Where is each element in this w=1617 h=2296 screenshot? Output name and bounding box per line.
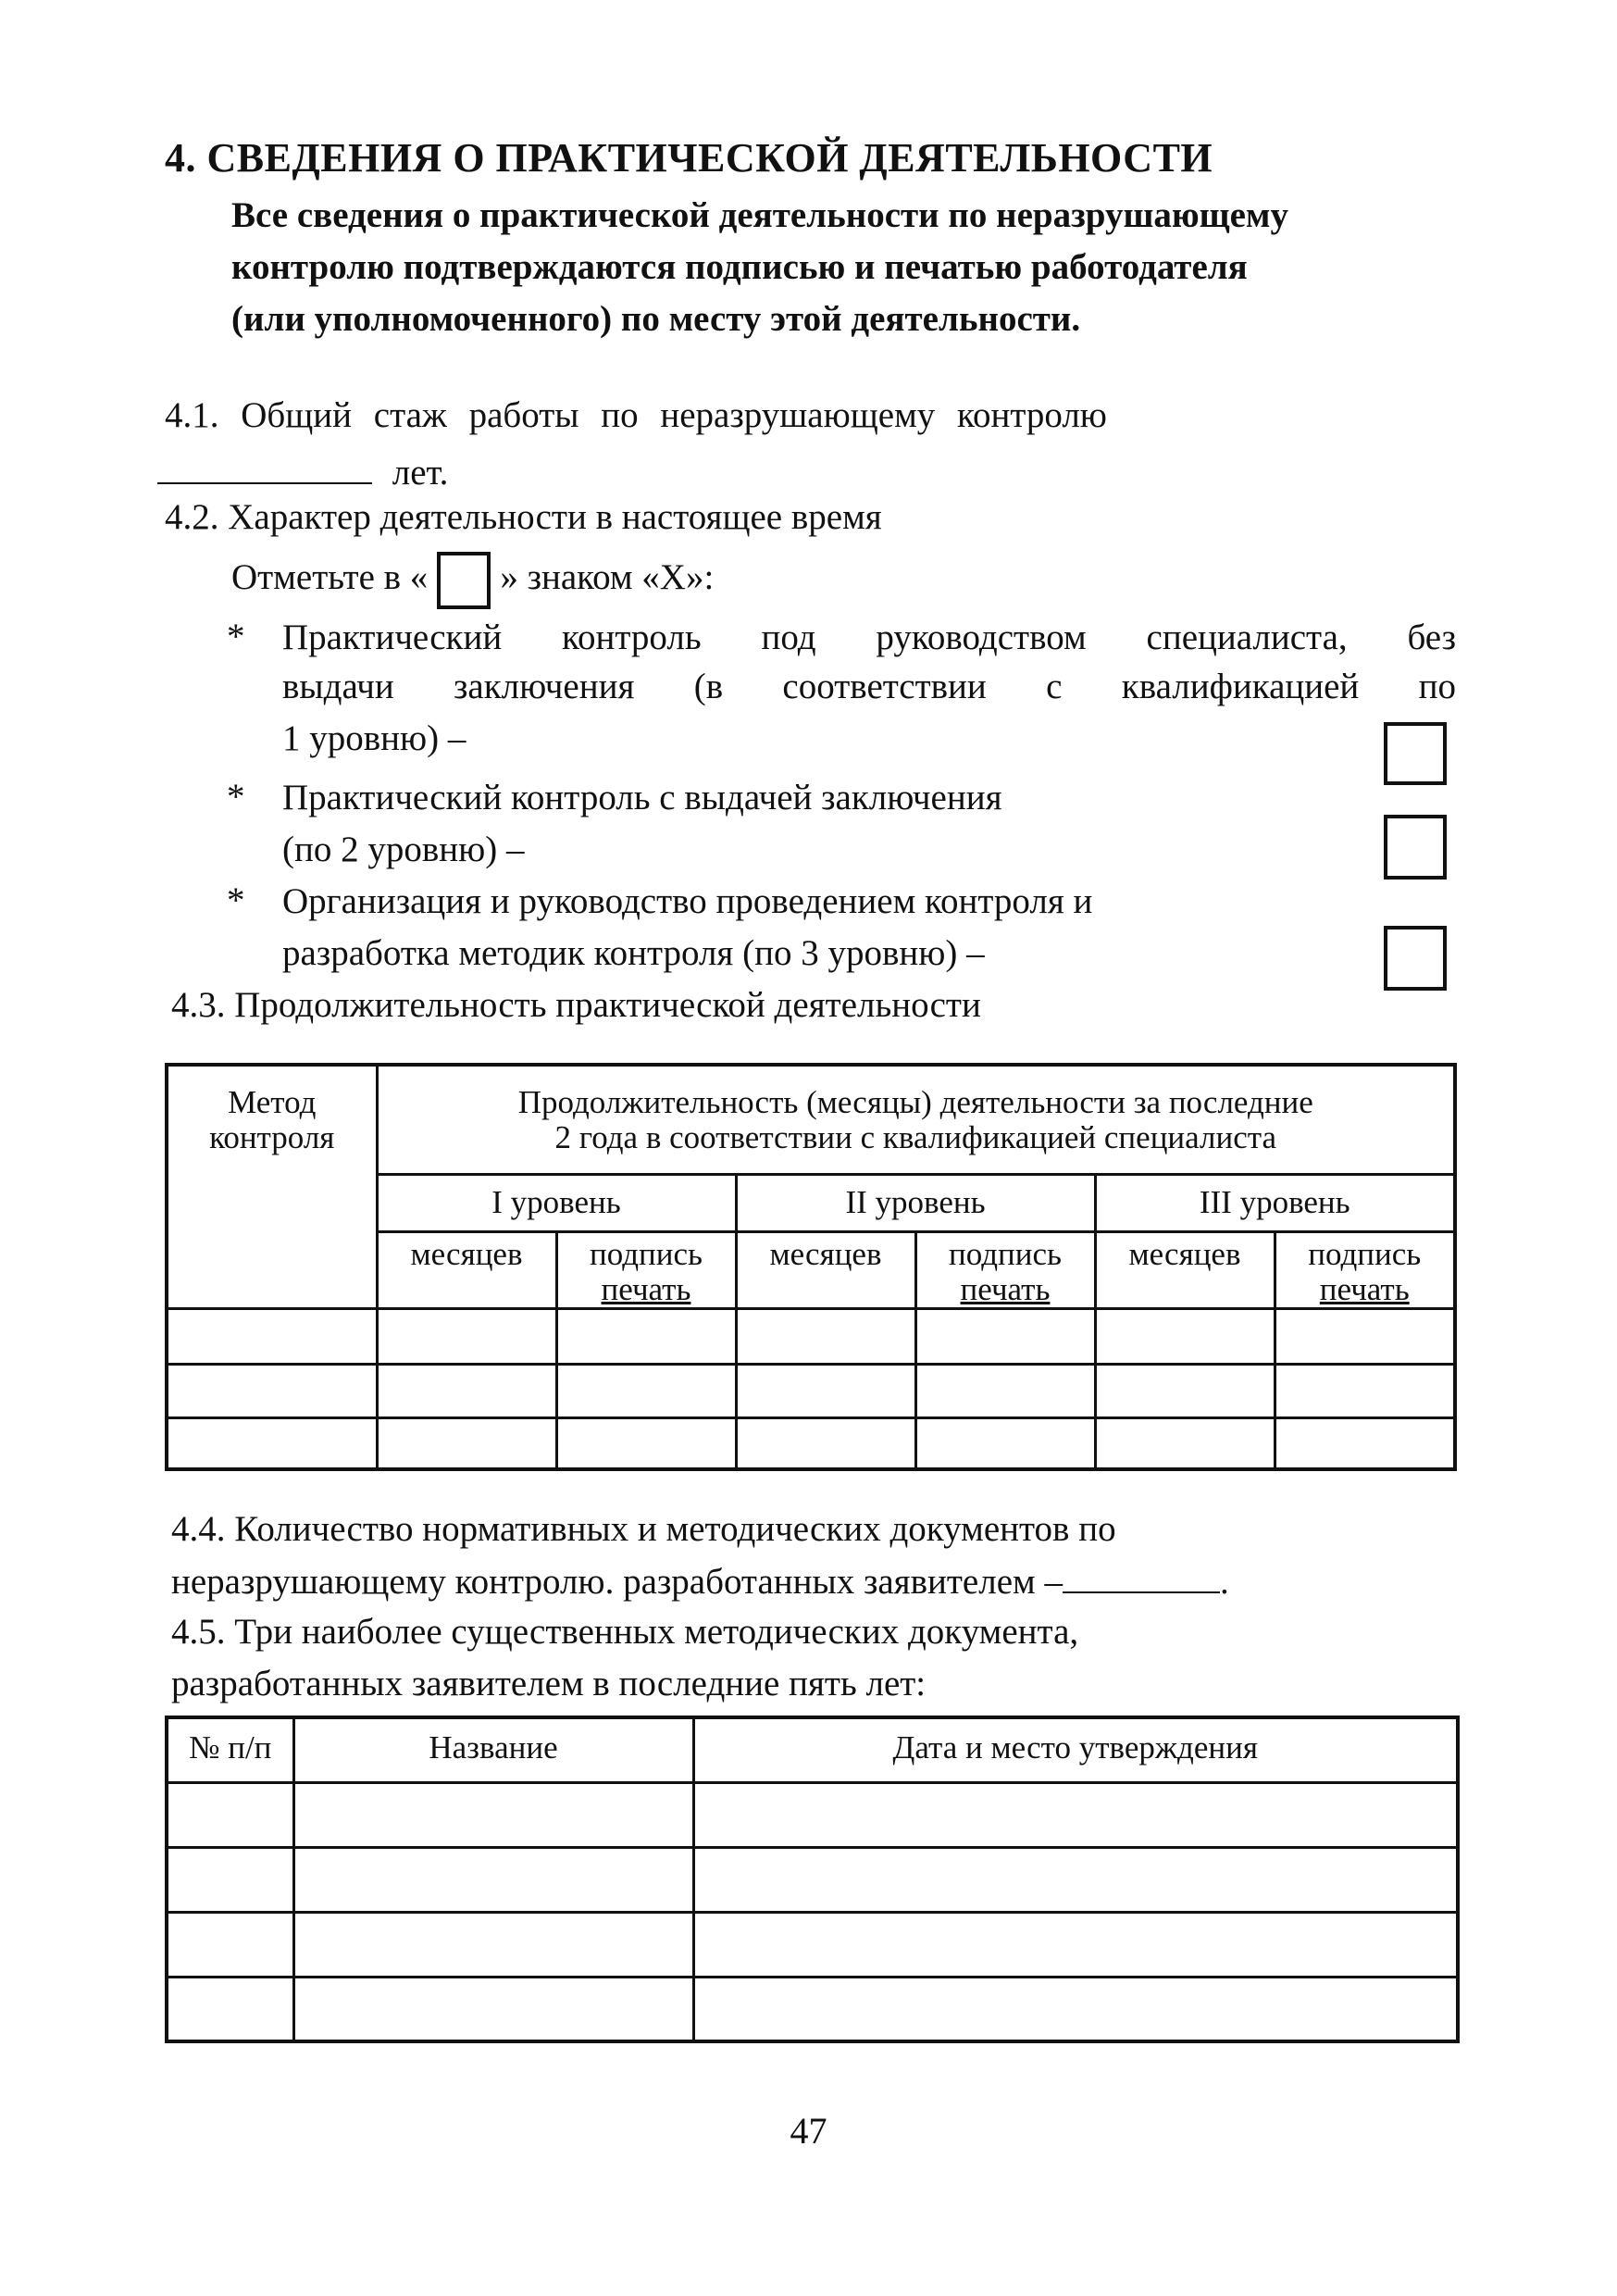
section-intro: [231, 190, 1472, 345]
table-cell[interactable]: [293, 1782, 693, 1847]
table-cell[interactable]: [556, 1417, 736, 1469]
level-2-header: II уровень: [736, 1174, 1095, 1231]
option-2-line: Практический контроль с выдачей заключения: [282, 778, 1002, 817]
bullet-star: *: [227, 617, 245, 656]
table-row: [167, 1912, 1458, 1977]
sign-header: подпись печать: [1275, 1231, 1455, 1308]
table-cell[interactable]: [167, 1912, 293, 1977]
table-row: [167, 1847, 1458, 1912]
table-cell[interactable]: [377, 1308, 556, 1364]
level-1-checkbox[interactable]: [1384, 722, 1447, 785]
table-cell[interactable]: [693, 1977, 1458, 2041]
duration-table: [165, 1063, 1457, 1471]
item-4-4-line: 4.4. Количество нормативных и методических документов по: [171, 1509, 1116, 1549]
table-row: [167, 1308, 1455, 1364]
item-4-5-line: 4.5. Три наиболее существенных методических документа,: [171, 1612, 1079, 1652]
duration-header: [377, 1065, 1455, 1174]
table-row: [167, 1417, 1455, 1469]
table-cell[interactable]: [1095, 1417, 1275, 1469]
duration-header-line: Продолжительность (месяцы) деятельности за последние: [517, 1084, 1313, 1120]
table-cell[interactable]: [736, 1417, 915, 1469]
method-header: [167, 1065, 377, 1308]
sample-checkbox-icon: [437, 552, 491, 609]
sign-header: подпись печать: [915, 1231, 1095, 1308]
table-cell[interactable]: [556, 1308, 736, 1364]
months-header: месяцев: [1095, 1231, 1275, 1308]
table-cell[interactable]: [1275, 1308, 1455, 1364]
page-number: 47: [790, 2110, 827, 2152]
table-cell[interactable]: [693, 1847, 1458, 1912]
section-title: 4. СВЕДЕНИЯ О ПРАКТИЧЕСКОЙ ДЕЯТЕЛЬНОСТИ: [165, 135, 1213, 181]
table-cell[interactable]: [377, 1364, 556, 1417]
table-cell[interactable]: [293, 1977, 693, 2041]
intro-line: Все сведения о практической деятельности по неразрушающему: [231, 195, 1288, 235]
table-cell[interactable]: [915, 1364, 1095, 1417]
item-4-1-experience: [157, 449, 448, 495]
bullet-star: *: [227, 777, 245, 817]
level-2-checkbox[interactable]: [1384, 815, 1447, 880]
option-1-line: выдачи заключения (в соответствии с квалификацией по: [282, 667, 1456, 706]
table-cell[interactable]: [915, 1417, 1095, 1469]
item-4-3-heading: 4.3. Продолжительность практической деятельности: [171, 985, 981, 1025]
item-4-5-line2: разработанных заявителем в последние пять лет:: [171, 1664, 927, 1703]
table-cell[interactable]: [1095, 1364, 1275, 1417]
months-header: месяцев: [736, 1231, 915, 1308]
table-cell[interactable]: [167, 1782, 293, 1847]
documents-table: [165, 1716, 1460, 2043]
table-row: [167, 1364, 1455, 1417]
option-3-line: разработка методик контроля (по 3 уровню) –: [282, 933, 985, 973]
table-cell[interactable]: [1275, 1364, 1455, 1417]
table-cell[interactable]: [167, 1977, 293, 2041]
table-row: [167, 1782, 1458, 1847]
sign-header: подпись печать: [556, 1231, 736, 1308]
option-3-line: Организация и руководство проведением контроля и: [282, 881, 1093, 921]
method-header-line: контроля: [209, 1119, 335, 1155]
experience-years-blank[interactable]: [157, 449, 372, 484]
intro-line: (или уполномоченного) по месту этой деятельности.: [231, 299, 1081, 339]
option-1-line: Практический контроль под руководством специалиста, без: [282, 618, 1456, 657]
table-cell[interactable]: [915, 1308, 1095, 1364]
intro-line: контролю подтверждаются подписью и печатью работодателя: [231, 247, 1248, 287]
level-1-header: I уровень: [377, 1174, 736, 1231]
table-cell[interactable]: [167, 1847, 293, 1912]
years-suffix: лет.: [392, 453, 449, 493]
option-1-line: 1 уровню) –: [282, 718, 466, 758]
mark-suffix: » знаком «Х»:: [500, 556, 715, 597]
table-cell[interactable]: [293, 1847, 693, 1912]
table-cell[interactable]: [293, 1912, 693, 1977]
documents-count-blank[interactable]: [1063, 1558, 1220, 1593]
item-4-1-line: 4.1. Общий стаж работы по неразрушающему контролю: [165, 395, 1107, 435]
table-cell[interactable]: [1275, 1417, 1455, 1469]
table-cell[interactable]: [736, 1364, 915, 1417]
option-2-line: (по 2 уровню) –: [282, 830, 525, 869]
method-header-line: Метод: [228, 1084, 317, 1120]
table-cell[interactable]: [1095, 1308, 1275, 1364]
item-4-2-heading: 4.2. Характер деятельности в настоящее время: [165, 497, 882, 537]
bullet-star: *: [227, 880, 245, 920]
table-row: [167, 1977, 1458, 2041]
table-cell[interactable]: [693, 1912, 1458, 1977]
level-3-checkbox[interactable]: [1384, 926, 1447, 991]
table-cell[interactable]: [693, 1782, 1458, 1847]
col-number-header: № п/п: [167, 1717, 293, 1782]
item-4-4-line2: неразрушающему контролю. разработанных заявителем – .: [171, 1558, 1229, 1604]
table-cell[interactable]: [167, 1417, 377, 1469]
table-cell[interactable]: [167, 1364, 377, 1417]
col-name-header: Название: [293, 1717, 693, 1782]
table-cell[interactable]: [167, 1308, 377, 1364]
months-header: месяцев: [377, 1231, 556, 1308]
mark-prefix: Отметьте в «: [231, 556, 429, 597]
mark-instruction: [231, 552, 714, 609]
col-date-header: Дата и место утверждения: [693, 1717, 1458, 1782]
table-cell[interactable]: [736, 1308, 915, 1364]
duration-header-line: 2 года в соответствии с квалификацией специалиста: [554, 1119, 1276, 1155]
table-cell[interactable]: [556, 1364, 736, 1417]
level-3-header: III уровень: [1095, 1174, 1455, 1231]
table-cell[interactable]: [377, 1417, 556, 1469]
